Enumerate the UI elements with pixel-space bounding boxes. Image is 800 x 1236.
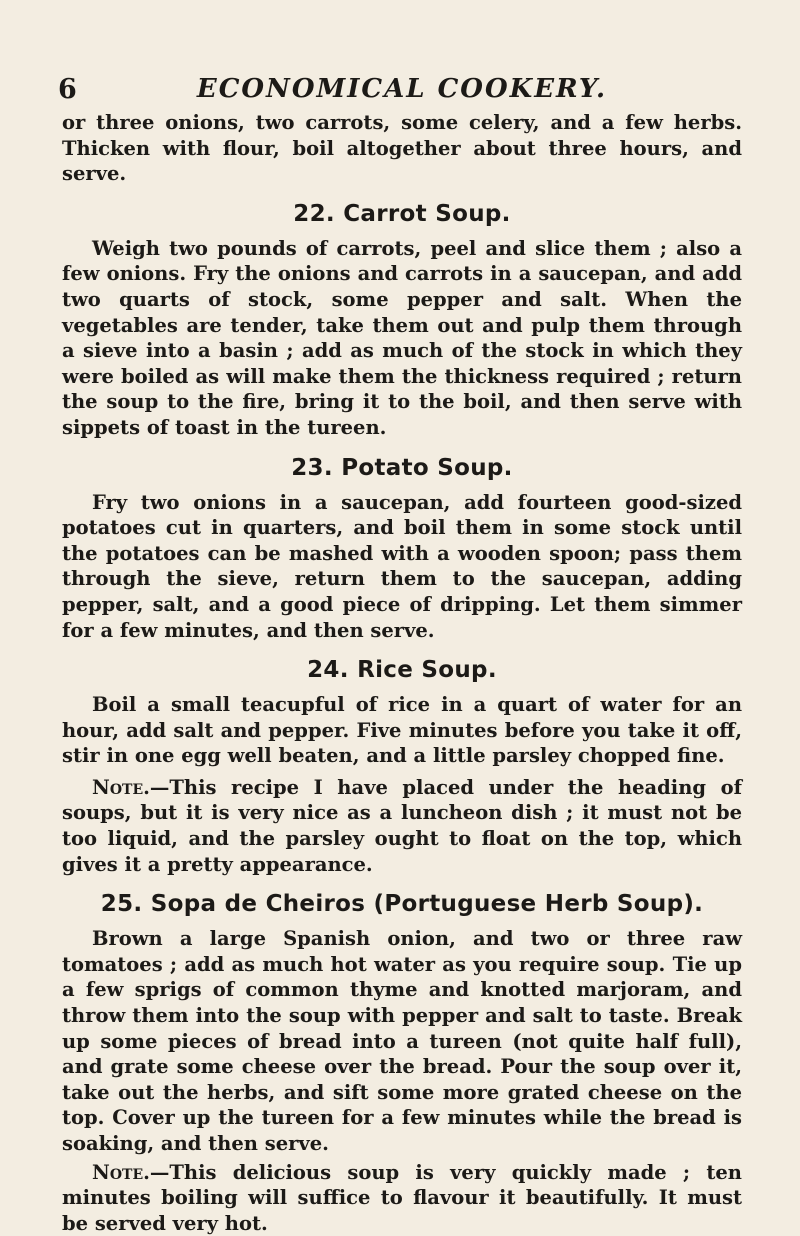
page-number: 6: [58, 74, 77, 105]
recipe-body-sopa-de-cheiros: Brown a large Spanish onion, and two or three raw tomatoes ; add as much hot water as you require soup. Tie up a few sprigs of common thyme and knotted marjoram, and throw them into the soup with pepper and salt to taste. Break up some pieces of bread into a tureen (not quite half full), and grate some cheese over the bread. Pour the soup over it, take out the herbs, and sift some more grated cheese on the top. Cover up the tureen for a few minutes while the bread is soaking, and then serve.: [62, 927, 742, 1155]
recipe-body-potato-soup: Fry two onions in a saucepan, add fourteen good-sized potatoes cut in quarters, and boil them in some stock until the potatoes can be mashed with a wooden spoon; pass them through the sieve, return them to the saucepan, adding pepper, salt, and a good piece of dripping. Let them simmer for a few minutes, and then serve.: [62, 490, 742, 642]
recipe-heading-carrot-soup: 22. Carrot Soup.: [293, 200, 511, 227]
running-title: ECONOMICAL COOKERY.: [196, 74, 608, 104]
note-text: .—This delicious soup is very quickly made ; ten minutes boiling will suffice to flavour it beautifully. It must be served very hot.: [62, 1160, 742, 1235]
recipe-heading-sopa-de-cheiros: 25. Sopa de Cheiros (Portuguese Herb Soup).: [100, 891, 704, 918]
recipe-note-sopa-de-cheiros: [62, 1160, 742, 1236]
page-header: [58, 0, 742, 110]
note-label: Note.: [92, 775, 150, 799]
book-page: [58, 0, 742, 1236]
recipe-body-carrot-soup: Weigh two pounds of carrots, peel and slice them ; also a few onions. Fry the onions and carrots in a saucepan, and add two quarts of stock, some pepper and salt. When the vegetables are tender, take them out and pulp them through a sieve into a basin ; add as much of the stock in which they were boiled as will make them the thickness required ; return the soup to the fire, bring it to the boil, and then serve with sippets of toast in the tureen.: [62, 236, 742, 439]
recipe-body-rice-soup: Boil a small teacupful of rice in a quart of water for an hour, add salt and pepper. Five minutes before you take it off, stir in one egg well beaten, and a little parsley chopped fine.: [62, 693, 742, 768]
note-label: Note: [92, 1160, 144, 1184]
recipe-heading-rice-soup: 24. Rice Soup.: [307, 657, 497, 684]
recipe-heading-potato-soup: 23. Potato Soup.: [291, 454, 513, 481]
intro-paragraph: or three onions, two carrots, some celery, and a few herbs. Thicken with flour, boil altogether about three hours, and serve.: [62, 111, 742, 186]
recipe-note-rice-soup: [62, 775, 742, 877]
note-text: —This recipe I have placed under the heading of soups, but it is very nice as a luncheon dish ; it must not be too liquid, and the parsley ought to float on the top, which gives it a pretty appearance.: [62, 775, 742, 876]
